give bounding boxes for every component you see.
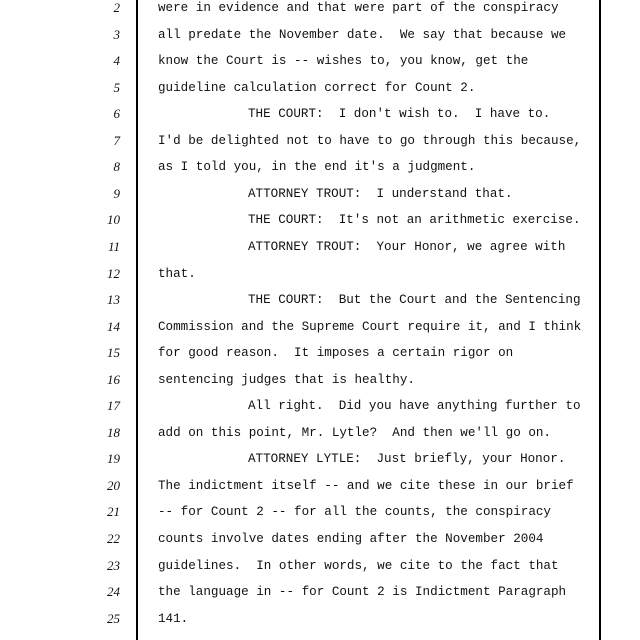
line-number: 25	[107, 610, 120, 626]
transcript-line: know the Court is -- wishes to, you know, get the	[158, 54, 529, 69]
transcript-line: guidelines. In other words, we cite to the fact that	[158, 558, 559, 573]
line-number: 14	[107, 318, 120, 334]
transcript-line: ATTORNEY TROUT: I understand that.	[248, 186, 513, 201]
transcript-line: for good reason. It imposes a certain rigor on	[158, 346, 514, 361]
line-number: 23	[107, 557, 120, 573]
transcript-line: all predate the November date. We say that because we	[158, 27, 567, 42]
transcript-line: -- for Count 2 -- for all the counts, the conspiracy	[158, 505, 551, 520]
line-number: 19	[107, 451, 120, 467]
transcript-line: 141.	[158, 611, 189, 626]
line-number: 2	[113, 0, 120, 15]
transcript-line: The indictment itself -- and we cite these in our brief	[158, 478, 574, 493]
transcript-text-column	[158, 0, 598, 640]
transcript-line: THE COURT: I don't wish to. I have to.	[248, 107, 551, 122]
line-number: 20	[107, 477, 120, 493]
transcript-line: the language in -- for Count 2 is Indictment Paragraph	[158, 585, 567, 600]
transcript-line: All right. Did you have anything further to	[248, 399, 581, 414]
left-margin-rule	[136, 0, 138, 640]
transcript-line: add on this point, Mr. Lytle? And then we'll go on.	[158, 425, 551, 440]
line-number: 22	[107, 531, 120, 546]
line-number: 18	[107, 424, 120, 440]
transcript-line: as I told you, in the end it's a judgment.	[158, 160, 476, 175]
transcript-line: sentencing judges that is healthy.	[158, 372, 415, 387]
line-number: 12	[107, 265, 120, 281]
line-number: 21	[107, 504, 120, 520]
line-number: 8	[113, 159, 120, 175]
transcript-line: guideline calculation correct for Count 2.	[158, 80, 476, 95]
line-number: 16	[107, 371, 120, 387]
transcript-line: Commission and the Supreme Court require it, and I think	[158, 319, 582, 334]
transcript-line: THE COURT: It's not an arithmetic exercise.	[248, 213, 581, 228]
transcript-line: ATTORNEY LYTLE: Just briefly, your Honor.	[248, 452, 566, 467]
transcript-line: were in evidence and that were part of the conspiracy	[158, 1, 559, 15]
transcript-line: counts involve dates ending after the November 2004	[158, 532, 544, 546]
line-number: 5	[113, 79, 120, 95]
line-number: 15	[107, 345, 120, 361]
right-margin-rule	[599, 0, 601, 640]
line-number: 7	[113, 132, 120, 148]
line-number: 4	[113, 53, 120, 69]
line-number: 11	[107, 238, 120, 254]
transcript-line: THE COURT: But the Court and the Sentencing	[248, 293, 581, 308]
line-number: 3	[113, 26, 120, 42]
transcript-line: ATTORNEY TROUT: Your Honor, we agree with	[248, 239, 566, 254]
line-number: 17	[107, 398, 120, 414]
line-number: 6	[113, 106, 120, 122]
line-number-column	[0, 0, 122, 640]
line-number: 24	[107, 584, 120, 600]
line-number: 13	[107, 292, 120, 308]
line-number: 10	[107, 212, 120, 228]
transcript-line: I'd be delighted not to have to go through this because,	[158, 133, 582, 148]
line-number: 9	[113, 185, 120, 201]
transcript-line: that.	[158, 266, 196, 281]
